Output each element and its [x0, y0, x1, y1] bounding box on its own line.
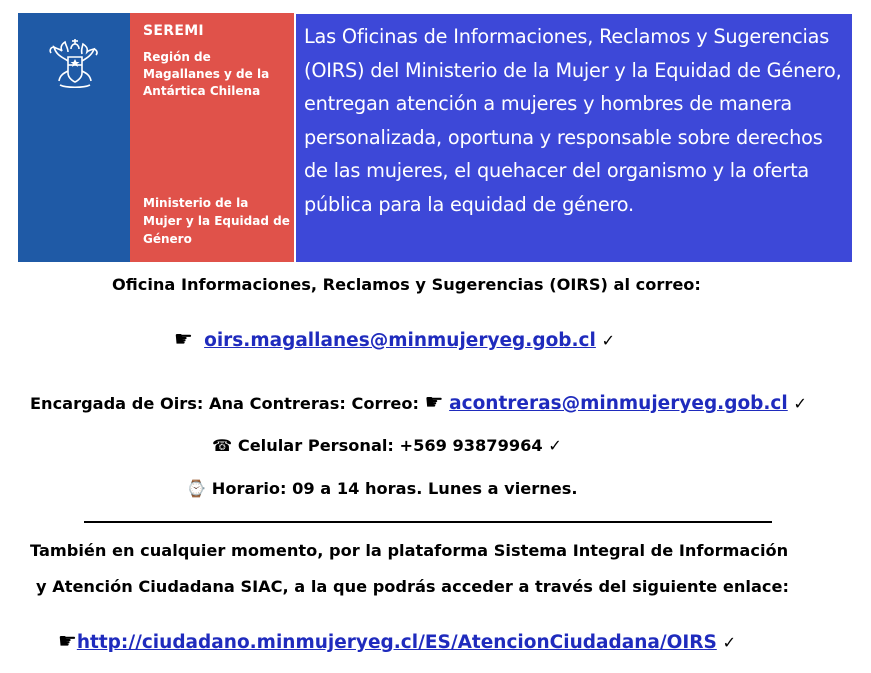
- logo-blue-panel: [18, 13, 130, 262]
- siac-url-line: [58, 629, 736, 653]
- check-icon: ✓: [722, 633, 737, 652]
- check-icon: ✓: [548, 436, 562, 455]
- description-box: [296, 14, 852, 262]
- watch-icon: ⌚: [186, 479, 207, 498]
- encargada-email-link[interactable]: acontreras@minmujeryeg.gob.cl: [449, 393, 788, 414]
- encargada-label: Encargada de Oirs: Ana Contreras: Correo:: [30, 394, 420, 413]
- siac-url-link[interactable]: http://ciudadano.minmujeryeg.cl/ES/AtencionCiudadana/OIRS: [76, 632, 717, 653]
- phone-text: Celular Personal: +569 93879964: [237, 436, 543, 455]
- description-text: Las Oficinas de Informaciones, Reclamos y Sugerencias (OIRS) del Ministerio de la Mujer y la Equidad de Género, entregan atención a mujeres y hombres de manera personalizada, oportuna y responsable sobre derechos de las mujeres, el quehacer del organismo y la oferta pública para la equidad de género.: [304, 25, 842, 216]
- siac-line-2: y Atención Ciudadana SIAC, a la que podrás acceder a través del siguiente enlace:: [36, 577, 789, 596]
- hours-text: Horario: 09 a 14 horas. Lunes a viernes.: [211, 479, 578, 498]
- pointing-hand-icon: ☛: [58, 629, 77, 653]
- check-icon: ✓: [601, 331, 616, 350]
- coat-of-arms-icon: [42, 31, 108, 99]
- phone-line: [212, 436, 562, 455]
- phone-icon: ☎: [212, 436, 233, 455]
- pointing-hand-icon: ☛: [174, 327, 193, 351]
- hours-line: [186, 479, 578, 498]
- pointing-hand-icon: ☛: [424, 390, 444, 414]
- check-icon: ✓: [793, 394, 807, 413]
- ministerio-label: Ministerio de la Mujer y la Equidad de Género: [143, 196, 290, 246]
- oirs-email-link[interactable]: oirs.magallanes@minmujeryeg.gob.cl: [204, 330, 596, 351]
- encargada-line: [30, 390, 807, 414]
- logo-red-panel: [130, 13, 294, 262]
- divider: [84, 521, 772, 523]
- seremi-label: SEREMI: [143, 23, 204, 39]
- oirs-heading: Oficina Informaciones, Reclamos y Sugerencias (OIRS) al correo:: [112, 275, 701, 294]
- region-label: Región de Magallanes y de la Antártica Chilena: [143, 50, 270, 98]
- oirs-email-line: [174, 327, 615, 351]
- siac-line-1: También en cualquier momento, por la plataforma Sistema Integral de Información: [30, 541, 789, 560]
